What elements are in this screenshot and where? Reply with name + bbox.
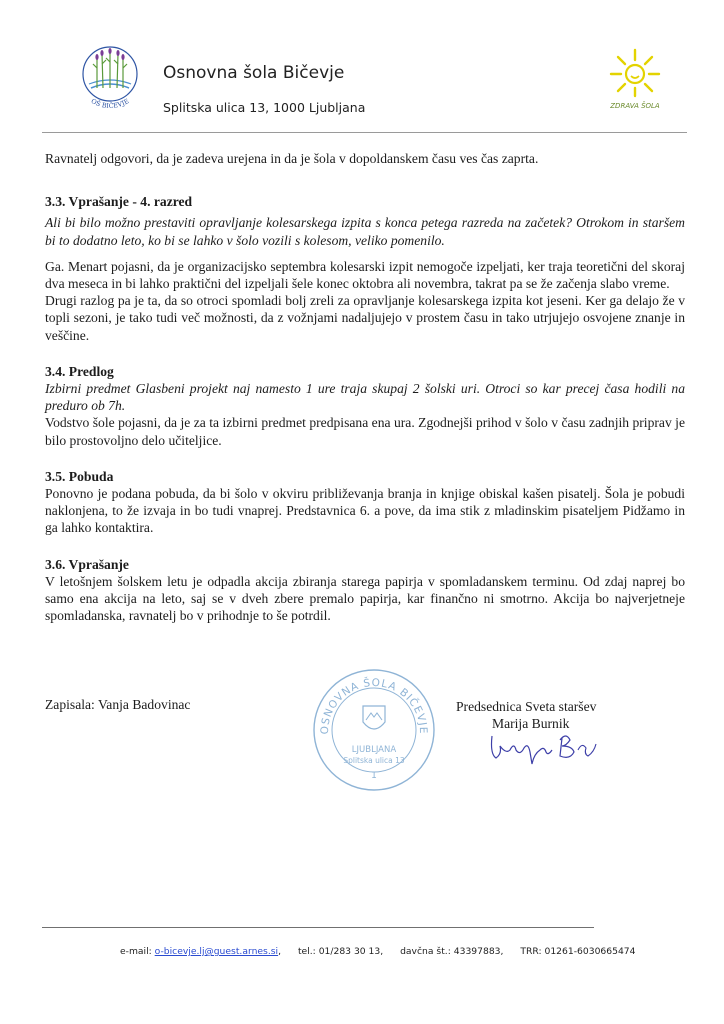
school-stamp	[310, 666, 438, 794]
footer-contact: e-mail: o-bicevje.lj@guest.arnes.si, tel.: 01/283 30 13, davčna št.: 43397883, TRR: 01261-6030665474	[120, 946, 636, 957]
stamp-number: 1	[371, 771, 377, 781]
signature-scribble	[486, 724, 604, 768]
section-3-3-question: Ali bi bilo možno prestaviti opravljanje kolesarskega izpita s konca petega razreda na začetek? Otrokom in staršem bi to dodatno leto, ko bi se lahko v šolo vozili s kolesom, veliko pomenilo.	[45, 215, 685, 248]
handwritten-signature	[486, 724, 604, 768]
stamp-city: LJUBLJANA	[351, 745, 397, 755]
section-3-6-heading: 3.6. Vprašanje	[45, 556, 129, 572]
footer-trr-label: TRR:	[520, 946, 542, 957]
footer-email-label: e-mail:	[120, 946, 152, 957]
section-3-4-heading: 3.4. Predlog	[45, 363, 114, 379]
stamp-ring-text: OSNOVNA ŠOLA BIČEVJE	[318, 676, 430, 735]
section-3-6-text: V letošnjem šolskem letu je odpadla akcija zbiranja starega papirja v spomladanskem terminu. Od zdaj naprej bo samo ena akcija na leto, saj se v dveh zbere premalo papirja, kar finančno ni smotrno. Akcija bo najverjetneje spomladanska, ravnatelj bo v prihodnje to še potrdil.	[45, 573, 685, 624]
section-3-3-answer-1: Ga. Menart pojasni, da je organizacijsko septembra kolesarski izpit nemogoče izpeljati, ker traja teoretični del skoraj dva meseca in bi lahko praktični del izpeljali šele konec oktobra ali novembra, takrat pa se že začenja slabo vreme.	[45, 258, 685, 292]
school-logo	[77, 44, 143, 114]
school-logo-icon	[77, 44, 143, 114]
school-logo-caption: OŠ BIČEVJE	[89, 97, 131, 111]
zdrava-sola-sun-icon	[600, 46, 670, 116]
section-3-4-proposal: Izbirni predmet Glasbeni projekt naj namesto 1 ure traja skupaj 2 šolski uri. Otroci so kar precej časa hodili na preduro ob 7h.	[45, 381, 685, 414]
intro-paragraph: Ravnatelj odgovori, da je zadeva urejena in da je šola v dopoldanskem času ves čas zaprta.	[45, 151, 539, 166]
section-3-5-text: Ponovno je podana pobuda, da bi šolo v okviru približevanja branja in knjige obiskal kašen pisatelj. Šola je pobudi naklonjena, to že izvaja in bo tudi vnaprej. Predstavnica 6. a pove, da ima stik z mladinskim pisateljem Pidžamo in ga lahko kontaktira.	[45, 486, 685, 536]
president-name: Marija Burnik	[492, 716, 570, 731]
zdrava-sola-logo	[600, 46, 670, 116]
footer-tax-label: davčna št.:	[400, 946, 451, 957]
footer-email-link[interactable]: o-bicevje.lj@guest.arnes.si	[154, 946, 279, 957]
footer-divider	[42, 927, 594, 928]
recorder-name: Zapisala: Vanja Badovinac	[45, 697, 191, 712]
zdrava-sola-caption: ZDRAVA ŠOLA	[610, 102, 660, 110]
school-address: Splitska ulica 13, 1000 Ljubljana	[163, 100, 366, 115]
school-stamp-seal	[310, 666, 438, 794]
school-name: Osnovna šola Bičevje	[163, 63, 345, 83]
footer-trr: 01261-6030665474	[544, 946, 636, 957]
section-3-3-answer-2: Drugi razlog pa je ta, da so otroci spomladi bolj zreli za opravljanje kolesarskega izpita kot jeseni. Ker ga delajo že v topli sezoni, je tako tudi več možnosti, da z vožnjami nadaljujejo v prostem času in tako utrjujejo osvojene znanje in veščine.	[45, 293, 685, 343]
section-3-5-heading: 3.5. Pobuda	[45, 468, 114, 484]
footer-tax: 43397883	[453, 946, 501, 957]
president-role: Predsednica Sveta staršev	[456, 699, 597, 714]
section-3-4-answer: Vodstvo šole pojasni, da je za ta izbirni predmet predpisana ena ura. Zgodnejši prihod v šolo v času zadnjih priprav je bilo prostovoljno delo učiteljice.	[45, 415, 685, 448]
footer-tel-label: tel.:	[297, 946, 316, 957]
section-3-3-heading: 3.3. Vprašanje - 4. razred	[45, 194, 193, 210]
stamp-street: Splitska ulica 13	[343, 756, 405, 765]
footer-tel: 01/283 30 13	[318, 946, 381, 957]
document-body	[45, 150, 685, 624]
header-divider	[42, 132, 687, 133]
